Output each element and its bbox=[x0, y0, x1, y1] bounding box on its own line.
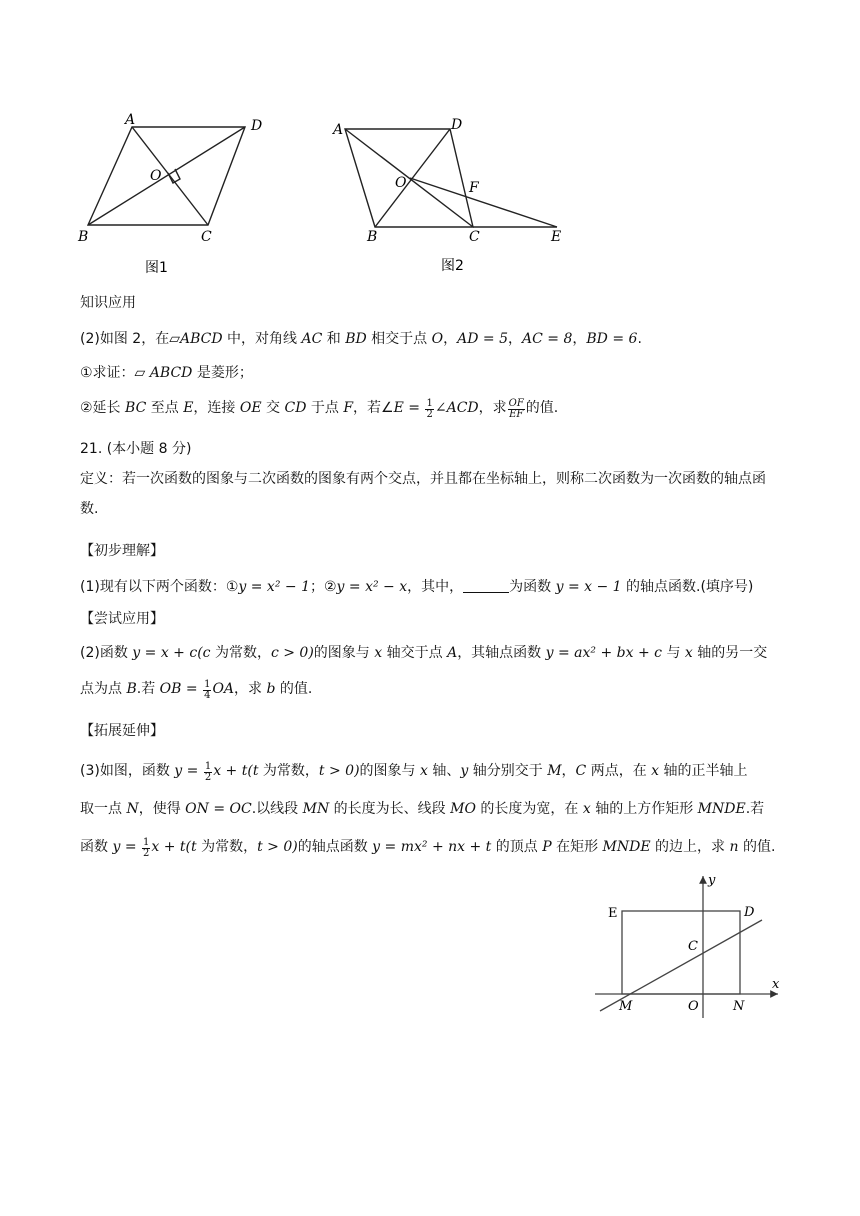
text: 为常数， bbox=[258, 763, 319, 779]
math: y = ax² + bx + c bbox=[545, 645, 662, 661]
denominator: 2 bbox=[426, 408, 433, 420]
text: .若 bbox=[745, 801, 765, 817]
text: 的顶点 bbox=[491, 839, 543, 855]
text: (3)如图，函数 bbox=[80, 763, 175, 779]
math: x bbox=[582, 801, 591, 817]
math: B bbox=[126, 681, 137, 697]
text: 两点，在 bbox=[586, 763, 652, 779]
text: ， bbox=[443, 331, 458, 347]
figure-2-caption: 图2 bbox=[441, 258, 464, 274]
math: MNDE bbox=[697, 801, 746, 817]
sub-question-3-line-2 bbox=[80, 798, 764, 818]
text: 轴交于点 bbox=[382, 645, 448, 661]
text: 点为点 bbox=[80, 681, 127, 697]
math: CD bbox=[284, 400, 307, 416]
text: 交 bbox=[261, 400, 285, 416]
text: 的轴点函数 bbox=[297, 839, 373, 855]
text: .以线段 bbox=[251, 801, 303, 817]
label-c: C bbox=[201, 229, 212, 245]
math: MN bbox=[302, 801, 330, 817]
math: y = x − 1 bbox=[555, 579, 622, 595]
math: ABCD bbox=[179, 331, 223, 347]
question-2 bbox=[80, 397, 558, 420]
figure-3 bbox=[590, 870, 790, 1030]
math: y bbox=[460, 763, 469, 779]
problem-21-definition: 定义：若一次函数的图象与二次函数的图象有两个交点，并且都在坐标轴上，则称二次函数为一次函数的轴点函数. bbox=[80, 471, 766, 517]
text: 的值. bbox=[525, 400, 559, 416]
math: t > 0) bbox=[257, 839, 298, 855]
figure-2 bbox=[325, 110, 575, 280]
text: . bbox=[637, 331, 642, 347]
label-o: O bbox=[150, 168, 162, 184]
text: 的长度为长、线段 bbox=[329, 801, 451, 817]
text: 函数 bbox=[80, 839, 113, 855]
label-x: x bbox=[772, 977, 780, 992]
numerator: 1 bbox=[204, 678, 211, 690]
text: .若 bbox=[136, 681, 160, 697]
fraction-of-ef bbox=[508, 399, 525, 420]
math: O bbox=[431, 331, 444, 347]
math: c > 0) bbox=[270, 645, 314, 661]
figure-1-caption: 图1 bbox=[145, 260, 168, 276]
label-d: D bbox=[251, 118, 263, 134]
text: ， bbox=[572, 331, 587, 347]
label-e: E bbox=[551, 229, 562, 245]
text: 轴分别交于 bbox=[468, 763, 548, 779]
text: 为函数 bbox=[509, 579, 556, 595]
math: AD = 5 bbox=[457, 331, 508, 347]
math: BC bbox=[125, 400, 147, 416]
text: ，使得 bbox=[138, 801, 186, 817]
fraction-one-half bbox=[425, 399, 433, 420]
rectangle-mnde bbox=[622, 911, 740, 994]
text: ，求 bbox=[478, 400, 507, 416]
text: 是菱形； bbox=[192, 365, 253, 381]
text: 相交于点 bbox=[366, 331, 432, 347]
sub-question-1 bbox=[80, 576, 753, 596]
math: ABCD bbox=[149, 365, 193, 381]
text: ，求 bbox=[234, 681, 267, 697]
math: BD = 6 bbox=[586, 331, 638, 347]
text: 于点 bbox=[306, 400, 344, 416]
label-o: O bbox=[688, 999, 699, 1014]
sub-question-3-line-1 bbox=[80, 760, 748, 783]
text: 为常数， bbox=[210, 645, 271, 661]
math: MO bbox=[450, 801, 476, 817]
text: 的值. bbox=[738, 839, 776, 855]
text: (2)函数 bbox=[80, 645, 133, 661]
numerator: 1 bbox=[143, 836, 150, 848]
figure-1 bbox=[75, 110, 275, 280]
text: 取一点 bbox=[80, 801, 127, 817]
math: MNDE bbox=[602, 839, 651, 855]
math: y = x² − 1 bbox=[238, 579, 310, 595]
section-heading: 知识应用 bbox=[80, 295, 136, 311]
text: (1)现有以下两个函数：① bbox=[80, 579, 239, 595]
heading-extend: 【拓展延伸】 bbox=[80, 723, 164, 739]
text: ，其轴点函数 bbox=[457, 645, 546, 661]
fraction-one-half bbox=[204, 762, 212, 783]
text: 的边上，求 bbox=[650, 839, 730, 855]
heading-try: 【尝试应用】 bbox=[80, 611, 164, 627]
line-mc bbox=[600, 920, 762, 1011]
math: ∠ACD bbox=[434, 400, 479, 416]
denominator: EF bbox=[509, 408, 524, 420]
denominator: 2 bbox=[143, 847, 150, 859]
answer-blank[interactable] bbox=[463, 578, 509, 593]
label-c: C bbox=[688, 939, 698, 954]
math: x bbox=[684, 645, 693, 661]
numerator: OF bbox=[508, 397, 524, 409]
text: 轴、 bbox=[427, 763, 461, 779]
text: 轴的另一交 bbox=[692, 645, 768, 661]
sub-question-3-line-3 bbox=[80, 836, 775, 859]
text: 的图象与 bbox=[359, 763, 420, 779]
math: OB = bbox=[159, 681, 203, 697]
label-n: N bbox=[733, 999, 745, 1014]
label-a: A bbox=[125, 112, 136, 128]
math: M bbox=[547, 763, 562, 779]
math: OE bbox=[239, 400, 262, 416]
numerator: 1 bbox=[426, 397, 433, 409]
label-a: A bbox=[333, 122, 344, 138]
diagonal-bd bbox=[375, 129, 450, 227]
fraction-one-half bbox=[142, 838, 150, 859]
label-f: F bbox=[469, 180, 479, 196]
label-m: M bbox=[619, 999, 633, 1014]
text: ，连接 bbox=[193, 400, 240, 416]
math: y = mx² + nx + t bbox=[372, 839, 492, 855]
label-y: y bbox=[708, 873, 716, 888]
label-d: D bbox=[451, 117, 463, 133]
math: OA bbox=[212, 681, 235, 697]
math: y = bbox=[174, 763, 203, 779]
text: (2)如图 2，在▱ bbox=[80, 331, 180, 347]
text: ， bbox=[508, 331, 522, 347]
math: t > 0) bbox=[318, 763, 360, 779]
label-b: B bbox=[78, 229, 89, 245]
text: 至点 bbox=[146, 400, 184, 416]
heading-preliminary: 【初步理解】 bbox=[80, 543, 164, 559]
math: N bbox=[126, 801, 139, 817]
denominator: 4 bbox=[204, 689, 211, 701]
text: ， bbox=[561, 763, 576, 779]
numerator: 1 bbox=[204, 760, 212, 772]
denominator: 2 bbox=[204, 771, 212, 783]
problem-2-statement bbox=[80, 328, 642, 348]
math: C bbox=[575, 763, 587, 779]
math: x + t(t bbox=[151, 839, 197, 855]
sub-question-2-line-2 bbox=[80, 678, 312, 701]
diagonal-bd bbox=[88, 127, 245, 225]
problem-21-title: 21. (本小题 8 分) bbox=[80, 441, 192, 457]
label-d: D bbox=[744, 905, 755, 920]
math: ON = OC bbox=[185, 801, 252, 817]
math: y = x² − x bbox=[336, 579, 408, 595]
label-c: C bbox=[469, 229, 480, 245]
text: 的图象与 bbox=[313, 645, 375, 661]
question-1 bbox=[80, 362, 253, 382]
text: 轴的正半轴上 bbox=[659, 763, 748, 779]
math: x + t(t bbox=[213, 763, 259, 779]
text: 的值. bbox=[275, 681, 313, 697]
text: 的长度为宽，在 bbox=[475, 801, 583, 817]
math: AC bbox=[301, 331, 323, 347]
math: BD bbox=[345, 331, 367, 347]
text: ②延长 bbox=[80, 400, 126, 416]
text: 中，对角线 bbox=[222, 331, 302, 347]
text: = bbox=[403, 400, 425, 416]
math: x bbox=[374, 645, 383, 661]
text: ；② bbox=[309, 579, 337, 595]
math: A bbox=[447, 645, 458, 661]
label-e: E bbox=[608, 906, 618, 921]
text: 轴的上方作矩形 bbox=[590, 801, 698, 817]
math: x bbox=[651, 763, 660, 779]
math: AC = 8 bbox=[522, 331, 573, 347]
math: n bbox=[729, 839, 739, 855]
text: 的轴点函数.(填序号) bbox=[621, 579, 754, 595]
text: 与 bbox=[662, 645, 685, 661]
text: 为常数， bbox=[196, 839, 258, 855]
text: ，若∠ bbox=[353, 400, 394, 416]
math: E bbox=[183, 400, 194, 416]
math: y = bbox=[112, 839, 141, 855]
text: 和 bbox=[322, 331, 346, 347]
segment-oe bbox=[410, 178, 557, 227]
sub-question-2-line-1 bbox=[80, 642, 767, 662]
math: b bbox=[266, 681, 276, 697]
fraction-one-quarter bbox=[203, 680, 211, 701]
text: ，其中， bbox=[407, 579, 464, 595]
label-b: B bbox=[367, 229, 378, 245]
text: 在矩形 bbox=[551, 839, 603, 855]
math: P bbox=[542, 839, 552, 855]
math: x bbox=[420, 763, 428, 779]
math: F bbox=[343, 400, 354, 416]
text: ①求证：▱ bbox=[80, 365, 150, 381]
math: E bbox=[393, 400, 404, 416]
math: y = x + c(c bbox=[132, 645, 211, 661]
label-o: O bbox=[395, 175, 407, 191]
